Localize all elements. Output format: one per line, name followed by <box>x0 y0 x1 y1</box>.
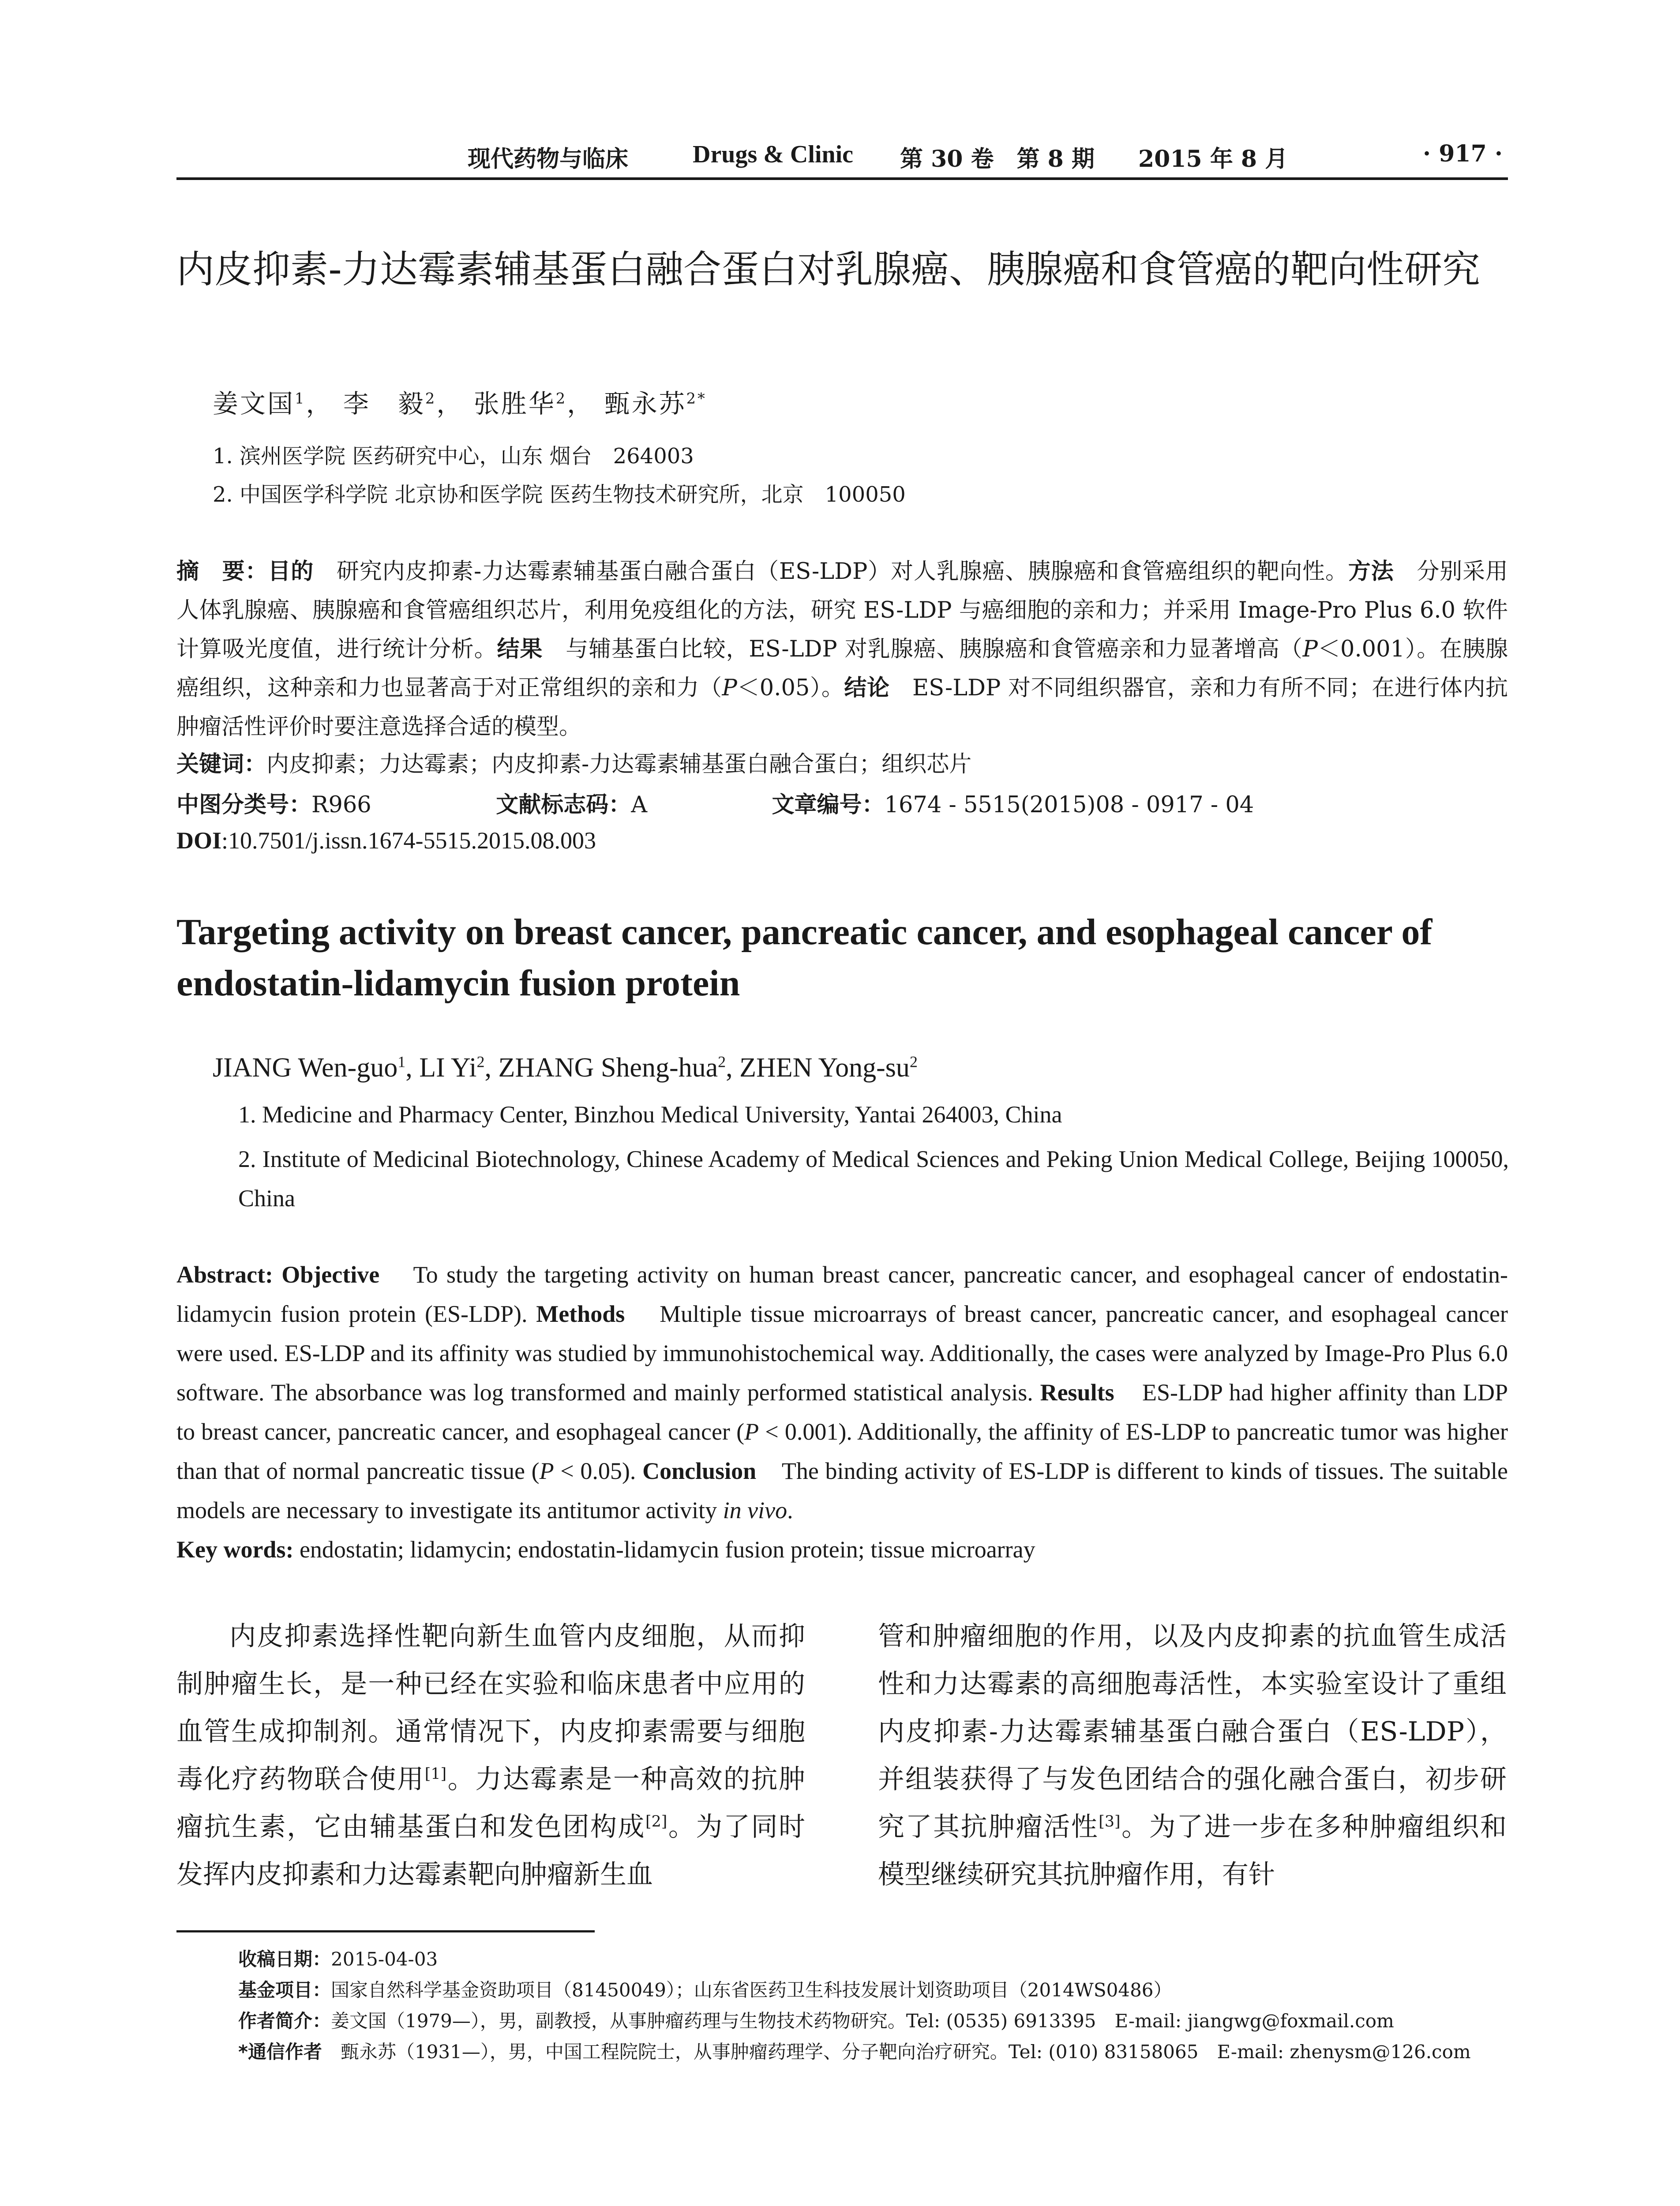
conclusion-italic: in vivo <box>723 1497 788 1523</box>
p-symbol: P <box>744 1418 759 1445</box>
conclusion-text: ES-LDP 对不同组织器官，亲和力有所不同；在进行体内抗肿瘤活性评价时要注意选择合适的模型。 <box>176 675 1508 740</box>
keywords-text: 内皮抑素；力达霉素；内皮抑素-力达霉素辅基蛋白融合蛋白；组织芯片 <box>266 751 972 777</box>
body-text: 。力达霉素是一种高效的抗肿瘤抗生素，它由辅基蛋白和发色团构成 <box>176 1764 806 1842</box>
results-text: < 0.001). Additionally, the affinity of ES-LDP to pancreatic tumor was higher than that of normal pancreatic tissue ( <box>176 1418 1508 1484</box>
objective-text: 研究内皮抑素-力达霉素辅基蛋白融合蛋白（ES-LDP）对人乳腺癌、胰腺癌和食管癌组织的靶向性。 <box>336 559 1348 585</box>
p-symbol: P <box>1302 636 1318 662</box>
doi-value: :10.7501/j.issn.1674-5515.2015.08.003 <box>221 827 596 854</box>
fund-label: 基金项目： <box>238 1979 331 2001</box>
footnote-rule <box>176 1930 595 1932</box>
author-sup: 2* <box>686 390 707 407</box>
footnote-corresponding <box>238 2037 1471 2064</box>
author-name: 李 毅 <box>343 389 425 419</box>
author-name: ZHANG Sheng-hua <box>498 1053 718 1083</box>
author-sup: 2 <box>718 1053 726 1071</box>
clc-label: 中图分类号： <box>176 792 312 818</box>
conclusion-label: Conclusion <box>642 1458 757 1484</box>
body-text: 。为了同时发挥内皮抑素和力达霉素靶向肿瘤新生血 <box>176 1812 806 1890</box>
affiliation-en-1: 1. Medicine and Pharmacy Center, Binzhou Medical University, Yantai 264003, China <box>238 1101 1062 1128</box>
author-sup: 1 <box>295 390 306 407</box>
authors-zh: 姜文国$^1$， 李 毅$^2$， 张胜华$^2$， 甄永苏$^{2*}$ <box>213 389 707 419</box>
methods-text: 分别采用人体乳腺癌、胰腺癌和食管癌组织芯片，利用免疫组化的方法，研究 ES-LDP 与癌细胞的亲和力；并采用 Image-Pro Plus 6.0 软件计算吸光度值，进行统计分析。 <box>176 559 1508 662</box>
journal-date: 2015 年 8 月 <box>1138 146 1288 173</box>
objective-label: 目的 <box>268 559 314 585</box>
keywords-en-text: endostatin; lidamycin; endostatin-lidamycin fusion protein; tissue microarray <box>299 1536 1035 1563</box>
body-column-left <box>176 1613 805 1898</box>
results-text: 与辅基蛋白比较，ES-LDP 对乳腺癌、胰腺癌和食管癌亲和力显著增高（ <box>566 636 1303 662</box>
author-name: JIANG Wen-guo <box>213 1053 398 1083</box>
methods-label: 方法 <box>1348 559 1394 585</box>
clc-value: R966 <box>311 792 371 818</box>
p-symbol: P <box>722 675 737 701</box>
results-label: Results <box>1040 1379 1114 1406</box>
title-en: Targeting activity on breast cancer, pancreatic cancer, and esophageal cancer of endostatin-lidamycin fusion protein <box>176 912 1432 1004</box>
citation: [3] <box>1099 1813 1121 1831</box>
article-number-value: 1674 - 5515(2015)08 - 0917 - 04 <box>884 792 1254 818</box>
results-text: ＜0.001）。在胰腺癌组织，这种亲和力也显著高于对正常组织的亲和力（ <box>176 636 1508 701</box>
received-value: 2015-04-03 <box>331 1948 438 1970</box>
received-label: 收稿日期： <box>238 1948 331 1970</box>
abstract-label: 摘 要： <box>176 559 268 585</box>
author-name: 张胜华 <box>473 389 556 419</box>
doc-code-label: 文献标志码： <box>496 792 631 818</box>
title-zh: 内皮抑素-力达霉素辅基蛋白融合蛋白对乳腺癌、胰腺癌和食管癌的靶向性研究 <box>176 248 1481 292</box>
doi-label: DOI <box>176 827 222 854</box>
author-sup: 2 <box>555 390 567 407</box>
footnote-fund <box>238 1976 1172 2002</box>
doc-code-value: A <box>631 792 648 818</box>
keywords-en-label: Key words: <box>176 1536 294 1563</box>
author-bio-label: 作者简介： <box>238 2010 331 2032</box>
keywords-zh <box>176 746 971 778</box>
results-text: < 0.05). <box>554 1458 636 1484</box>
author-sup: 2 <box>425 390 437 407</box>
page-number: · 917 · <box>1423 140 1503 167</box>
article-number-label: 文章编号： <box>772 792 885 818</box>
conclusion-text: The binding activity of ES-LDP is different to kinds of tissues. The suitable models are necessary to investigate its antitumor activity <box>176 1458 1508 1523</box>
author-name: ZHEN Yong-su <box>739 1053 910 1083</box>
body-text: 管和肿瘤细胞的作用，以及内皮抑素的抗血管生成活性和力达霉素的高细胞毒活性，本实验室设计了重组内皮抑素-力达霉素辅基蛋白融合蛋白（ES-LDP），并组装获得了与发色团结合的强化融合蛋白，初步研究了其抗肿瘤活性 <box>878 1621 1507 1842</box>
corresponding-value: 甄永苏（1931—），男，中国工程院院士，从事肿瘤药理学、分子靶向治疗研究。Tel: (010) 83158065 E-mail: zhenysm@126.com <box>340 2041 1471 2063</box>
affiliation-zh-1: 1. 滨州医学院 医药研究中心，山东 烟台 264003 <box>213 444 694 469</box>
objective-text: To study the targeting activity on human breast cancer, pancreatic cancer, and esophageal cancer of endostatin-lidamycin fusion protein (ES-LDP). <box>176 1261 1508 1327</box>
citation: [1] <box>424 1765 447 1783</box>
author-sup: 2 <box>476 1053 485 1071</box>
abstract-en <box>176 1255 1508 1569</box>
results-text: ＜0.05）。 <box>737 675 844 701</box>
footnote-author <box>238 2007 1394 2033</box>
journal-issue: 第 30 卷 第 8 期 <box>900 146 1095 173</box>
author-name: 甄永苏 <box>604 389 686 419</box>
objective-label: Objective <box>281 1261 380 1288</box>
author-sup: 2 <box>909 1053 918 1071</box>
author-sup: 1 <box>398 1053 406 1071</box>
author-name: LI Yi <box>419 1053 477 1083</box>
abstract-label: Abstract: <box>176 1261 273 1288</box>
methods-text: Multiple tissue microarrays of breast cancer, pancreatic cancer, and esophageal cancer were used. ES-LDP and its affinity was studied by immunohistochemical way. Additionally, the cases were analyzed by Image-Pro Plus 6.0 software. The absorbance was log transformed and mainly performed statistical analysis. <box>176 1301 1508 1406</box>
conclusion-label: 结论 <box>844 675 890 701</box>
author-bio-value: 姜文国（1979—），男，副教授，从事肿瘤药理与生物技术药物研究。Tel: (0535) 6913395 E-mail: jiangwg@foxmail.com <box>331 2010 1394 2032</box>
corresponding-label: *通信作者 <box>238 2041 322 2063</box>
authors-en: JIANG Wen-guo$^1$, LI Yi$^2$, ZHANG Sheng-hua$^2$, ZHEN Yong-$su^2$ <box>213 1053 918 1083</box>
results-text: ES-LDP had higher affinity than LDP to breast cancer, pancreatic cancer, and esophageal cancer ( <box>176 1379 1508 1445</box>
fund-value: 国家自然科学基金资助项目（81450049）；山东省医药卫生科技发展计划资助项目（2014WS0486） <box>331 1979 1172 2001</box>
methods-label: Methods <box>536 1301 625 1327</box>
p-symbol: P <box>539 1458 554 1484</box>
journal-name-zh: 现代药物与临床 <box>468 146 629 173</box>
doi-line <box>176 827 596 854</box>
affiliation-en-2 <box>238 1140 1509 1218</box>
header-rule <box>176 177 1508 180</box>
body-text: 内皮抑素选择性靶向新生血管内皮细胞，从而抑制肿瘤生长，是一种已经在实验和临床患者中应用的血管生成抑制剂。通常情况下，内皮抑素需要与细胞毒化疗药物联合使用 <box>176 1621 805 1795</box>
conclusion-text: . <box>787 1497 793 1523</box>
affiliation-zh-2: 2. 中国医学科学院 北京协和医学院 医药生物技术研究所，北京 100050 <box>213 482 906 507</box>
author-name: 姜文国 <box>213 389 295 419</box>
results-label: 结果 <box>497 636 543 662</box>
body-text: 。为了进一步在多种肿瘤组织和模型继续研究其抗肿瘤作用，有针 <box>878 1812 1507 1890</box>
abstract-zh <box>176 552 1508 747</box>
journal-name-en: Drugs & Clinic <box>693 141 853 168</box>
keywords-label: 关键词： <box>176 751 267 777</box>
affiliation-en-2-text: 2. Institute of Medicinal Biotechnology, Chinese Academy of Medical Sciences and Peking Union Medical College, Beijing 100050, China <box>238 1146 1509 1212</box>
body-column-right <box>878 1613 1507 1898</box>
footnote-received <box>238 1945 438 1971</box>
citation: [2] <box>645 1813 668 1831</box>
classification-line <box>176 786 1254 819</box>
